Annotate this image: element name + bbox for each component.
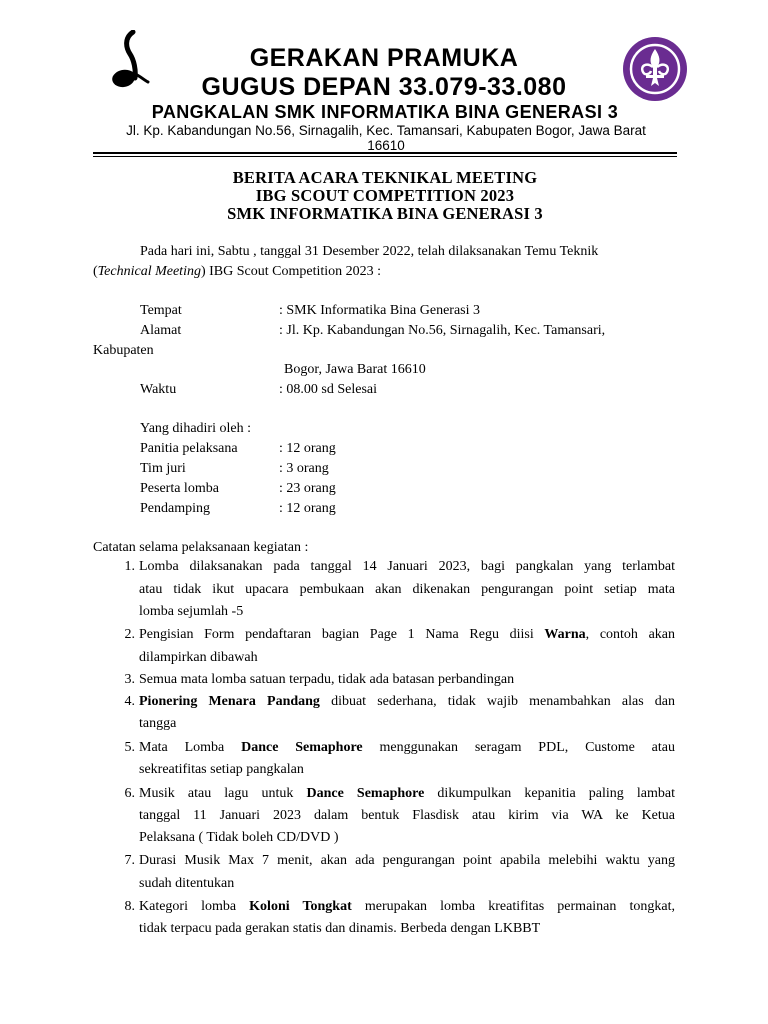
doc-title-1: BERITA ACARA TEKNIKAL MEETING [232, 168, 538, 187]
note-text: dikumpulkan kepanitia paling lambat [424, 786, 675, 801]
scout-badge-icon [622, 36, 688, 102]
list-number: 7. [124, 853, 135, 868]
note-5-line-2: sekreatifitas setiap pangkalan [139, 762, 304, 777]
note-6-line-3: Pelaksana ( Tidak boleh CD/DVD ) [139, 830, 339, 845]
note-2-line-1 [139, 627, 675, 643]
unit-name: GUGUS DEPAN 33.079-33.080 [201, 73, 567, 101]
doc-title-2: IBG SCOUT COMPETITION 2023 [255, 186, 515, 205]
alamat-cont: Bogor, Jawa Barat 16610 [284, 362, 426, 377]
note-text: Pengisian Form pendaftaran bagian Page 1 Nama Regu diisi [139, 627, 545, 642]
note-8-line-1 [139, 899, 675, 915]
attendance-label: Tim juri [140, 461, 186, 476]
list-number: 8. [124, 899, 135, 914]
attendance-label: Pendamping [140, 501, 210, 516]
note-bold: Koloni Tongkat [249, 899, 352, 914]
alamat-value: : Jl. Kp. Kabandungan No.56, Sirnagalih, Kec. Tamansari, [279, 323, 606, 338]
note-6-line-2: tanggal 11 Januari 2023 dalam bentuk Flasdisk atau kirim via WA ke Ketua [139, 808, 675, 823]
list-number: 1. [124, 559, 135, 574]
note-6-line-1 [139, 786, 675, 802]
list-number: 6. [124, 786, 135, 801]
note-bold: Dance Semaphore [306, 786, 425, 801]
tempat-label: Tempat [140, 303, 182, 318]
waktu-label: Waktu [140, 382, 177, 397]
list-number: 3. [124, 672, 135, 687]
waktu-value: : 08.00 sd Selesai [279, 382, 377, 397]
address-line-2: 16610 [367, 138, 405, 153]
attendance-value: : 3 orang [279, 461, 329, 476]
note-text: dibuat sederhana, tidak wajib menambahkan alas dan [319, 694, 676, 709]
list-number: 4. [124, 694, 135, 709]
intro-italic: Technical Meeting [97, 264, 201, 279]
note-text: Musik atau lagu untuk [139, 786, 307, 801]
note-5-line-1 [139, 740, 675, 756]
notes-heading: Catatan selama pelaksanaan kegiatan : [93, 540, 309, 555]
address [96, 123, 676, 153]
intro-paren: ( [93, 264, 98, 279]
base-name: PANGKALAN SMK INFORMATIKA BINA GENERASI 3 [151, 102, 619, 122]
note-text: Kategori lomba [139, 899, 250, 914]
intro-line-1: Pada hari ini, Sabtu , tanggal 31 Desember 2022, telah dilaksanakan Temu Teknik [140, 244, 599, 259]
attendance-heading: Yang dihadiri oleh : [140, 421, 251, 436]
note-7-line-2: sudah ditentukan [139, 876, 235, 891]
note-text: , contoh akan [585, 627, 676, 642]
alamat-label: Alamat [140, 323, 182, 338]
doc-title-3: SMK INFORMATIKA BINA GENERASI 3 [227, 204, 543, 223]
note-8-line-2: tidak terpacu pada gerakan statis dan dinamis. Berbeda dengan LKBBT [139, 921, 541, 936]
note-3-line-1: Semua mata lomba satuan terpadu, tidak ada batasan perbandingan [139, 672, 515, 687]
address-line-1: Jl. Kp. Kabandungan No.56, Sirnagalih, Kec. Tamansari, Kabupaten Bogor, Jawa Barat [126, 123, 646, 138]
note-7-line-1: Durasi Musik Max 7 menit, akan ada pengurangan point apabila melebihi waktu yang [139, 853, 675, 868]
list-number: 5. [124, 740, 135, 755]
note-bold: Pionering Menara Pandang [139, 694, 320, 709]
attendance-label: Peserta lomba [140, 481, 219, 496]
attendance-value: : 12 orang [279, 501, 336, 516]
note-1-line-2: atau tidak ikut upacara pembukaan akan dikenakan pengurangan point setiap mata [139, 582, 675, 597]
attendance-value: : 23 orang [279, 481, 336, 496]
header-divider-thin [93, 156, 677, 157]
attendance-value: : 12 orang [279, 441, 336, 456]
note-text: merupakan lomba kreatifitas permainan tongkat, [351, 899, 675, 914]
note-1-line-3: lomba sejumlah -5 [139, 604, 244, 619]
note-2-line-2: dilampirkan dibawah [139, 650, 258, 665]
note-text: menggunakan seragam PDL, Custome atau [362, 740, 675, 755]
note-1-line-1: Lomba dilaksanakan pada tanggal 14 Januari 2023, bagi pangkalan yang terlambat [139, 559, 675, 574]
list-number: 2. [124, 627, 135, 642]
alamat-wrap: Kabupaten [93, 343, 154, 358]
note-text: Mata Lomba [139, 740, 242, 755]
intro-rest: ) IBG Scout Competition 2023 : [200, 264, 382, 279]
intro-line-2 [93, 264, 381, 280]
tempat-value: : SMK Informatika Bina Generasi 3 [279, 303, 481, 318]
note-4-line-2: tangga [139, 716, 177, 731]
note-4-line-1 [139, 694, 675, 710]
attendance-label: Panitia pelaksana [140, 441, 238, 456]
note-bold: Dance Semaphore [241, 740, 363, 755]
note-bold: Warna [544, 627, 586, 642]
header-divider [93, 152, 677, 154]
org-name: GERAKAN PRAMUKA [249, 44, 519, 72]
